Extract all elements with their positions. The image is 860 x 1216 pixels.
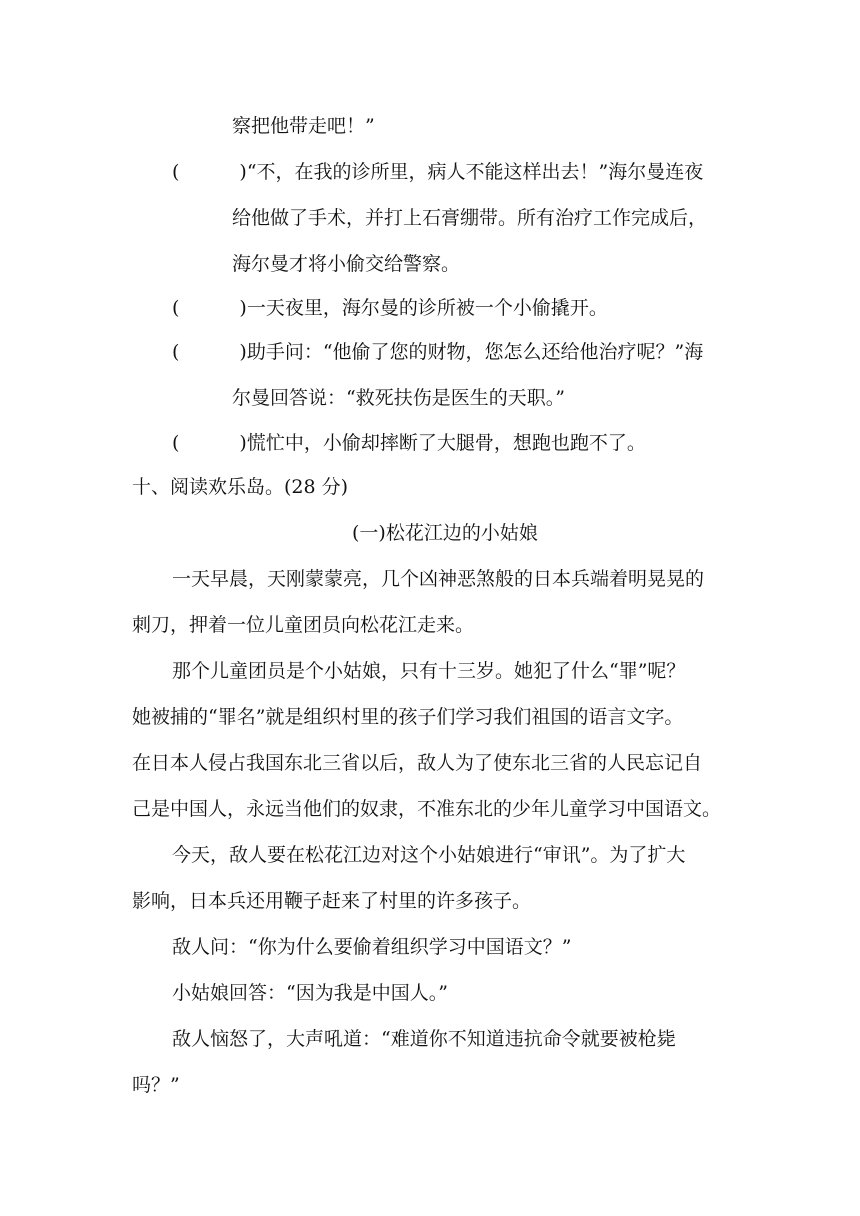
passage-line: 一天早晨，天刚蒙蒙亮，几个凶神恶煞般的日本兵端着明晃晃的 (172, 568, 705, 590)
ordering-item-2 (172, 293, 608, 323)
passage-line: 那个儿童团员是个小姑娘，只有十三岁。她犯了什么“罪”呢？ (172, 660, 686, 682)
passage-line: 在日本人侵占我国东北三省以后，敌人为了使东北三省的人民忘记自 (132, 752, 703, 774)
passage-line: 小姑娘回答：“因为我是中国人。” (172, 982, 448, 1004)
ordering-item-4 (172, 428, 646, 458)
passage-line: 今天，敌人要在松花江边对这个小姑娘进行“审讯”。为了扩大 (172, 844, 686, 866)
item-text-line: 给他做了手术，并打上石膏绷带。所有治疗工作完成后， (232, 207, 708, 229)
passage-line: 己是中国人，永远当他们的奴隶，不准东北的少年儿童学习中国语文。 (132, 798, 722, 820)
continued-answer-line: 察把他带走吧！” (232, 115, 375, 137)
passage-line: 敌人问：“你为什么要偷着组织学习中国语文？” (172, 936, 572, 958)
answer-paren-open: ( (172, 432, 180, 454)
passage-line: 影响，日本兵还用鞭子赶来了村里的许多孩子。 (132, 890, 532, 912)
answer-paren-close: ) (239, 341, 247, 363)
item-text-line: 海尔曼才将小偷交给警察。 (232, 253, 461, 275)
answer-paren-close: ) (239, 432, 247, 454)
answer-paren-open: ( (172, 341, 180, 363)
item-text-line: “不，在我的诊所里，病人不能这样出去！”海尔曼连夜 (246, 161, 704, 183)
section-heading: 十、阅读欢乐岛。(28 分) (132, 476, 349, 498)
answer-paren-close: ) (239, 161, 247, 183)
item-text-line: 助手问：“他偷了您的财物，您怎么还给他治疗呢？”海 (246, 341, 704, 363)
item-text-line: 慌忙中，小偷却摔断了大腿骨，想跑也跑不了。 (246, 432, 646, 454)
passage-line: 吗？” (132, 1074, 180, 1096)
passage-line: 敌人恼怒了，大声吼道：“难道你不知道违抗命令就要被枪毙 (172, 1028, 676, 1050)
passage-line: 她被捕的“罪名”就是组织村里的孩子们学习我们祖国的语言文字。 (132, 706, 684, 728)
item-text-line: 尔曼回答说：“救死扶伤是医生的天职。” (232, 387, 565, 409)
answer-paren-close: ) (239, 297, 247, 319)
answer-paren-open: ( (172, 297, 180, 319)
ordering-item-3 (172, 337, 703, 367)
ordering-item-1 (172, 157, 703, 187)
passage-title: (一)松花江边的小姑娘 (352, 522, 538, 544)
answer-paren-open: ( (172, 161, 180, 183)
item-text-line: 一天夜里，海尔曼的诊所被一个小偷撬开。 (246, 297, 608, 319)
passage-line: 刺刀，押着一位儿童团员向松花江走来。 (132, 614, 475, 636)
